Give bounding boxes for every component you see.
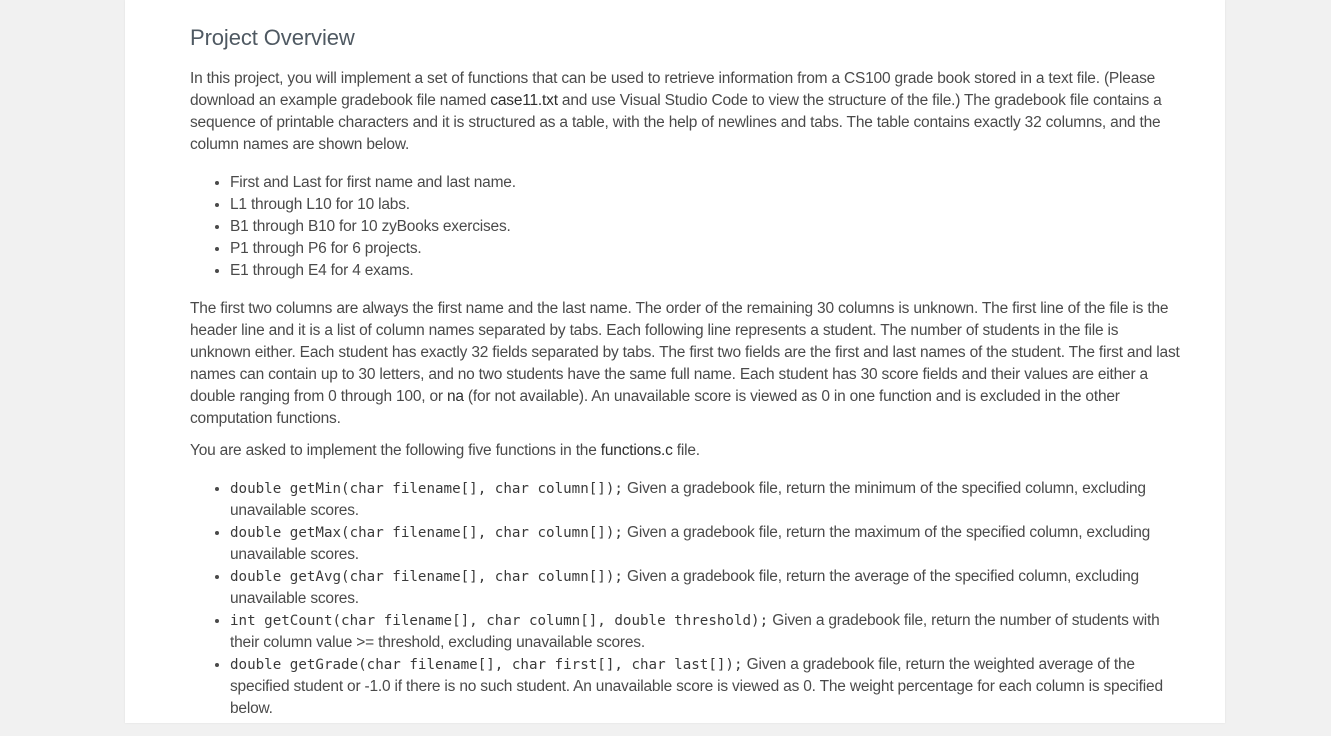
list-item: • First and Last for first name and last name. <box>230 172 1180 194</box>
list-item: • E1 through E4 for 4 exams. <box>230 260 1180 282</box>
function-signature: double getMin(char filename[], char column[]); <box>230 481 623 497</box>
document-page <box>125 0 1225 723</box>
function-signature: double getMax(char filename[], char column[]); <box>230 525 623 541</box>
function-signature: int getCount(char filename[], char column[], double threshold); <box>230 613 769 629</box>
function-item-getavg <box>230 566 1180 610</box>
functions-file-name: functions.c <box>600 442 673 459</box>
task-text-1: You are asked to implement the following five functions in the <box>190 442 601 459</box>
function-signature: double getAvg(char filename[], char column[]); <box>230 569 623 585</box>
document-content <box>190 0 1180 736</box>
intro-text-1: In this project, you will implement a set of functions that can be used to retrieve information from a CS100 grade book stored in a text file. (Please download an example gradebook file named <box>190 70 1156 109</box>
function-item-getgrade <box>230 654 1180 720</box>
task-paragraph <box>190 440 1180 462</box>
function-item-getcount <box>230 610 1180 654</box>
list-item: • P1 through P6 for 6 projects. <box>230 238 1180 260</box>
details-paragraph <box>190 298 1180 430</box>
details-text-2: (for not available). An unavailable score is viewed as 0 in one function and is excluded in the other computation functions. <box>190 388 1120 427</box>
page-title: Project Overview <box>190 25 355 50</box>
function-description: Given a gradebook file, return the maximum of the specified column, excluding unavailable scores. <box>230 524 1151 563</box>
example-file-name: case11.txt <box>490 92 558 109</box>
function-item-getmax <box>230 522 1180 566</box>
function-description: Given a gradebook file, return the minimum of the specified column, excluding unavailable scores. <box>230 480 1146 519</box>
function-item-getmin <box>230 478 1180 522</box>
details-text-1: The first two columns are always the first name and the last name. The order of the remaining 30 columns is unknown. The first line of the file is the header line and it is a list of column names separated by tabs. Each following line represents a student. The number of students in the file is unknown either. Each student has exactly 32 fields separated by tabs. The first two fields are the first and last names of the student. The first and last names can contain up to 30 letters, and no two students have the same full name. Each student has 30 score fields and their values are either a double ranging from 0 through 100, or <box>190 300 1180 405</box>
function-description: Given a gradebook file, return the number of students with their column value >= threshold, excluding unavailable scores. <box>230 612 1160 651</box>
function-list <box>190 478 1180 720</box>
intro-text-2: and use Visual Studio Code to view the structure of the file.) The gradebook file contains a sequence of printable characters and it is structured as a table, with the help of newlines and tabs. The table contains exactly 32 columns, and the column names are shown below. <box>190 92 1162 153</box>
function-description: Given a gradebook file, return the average of the specified column, excluding unavailable scores. <box>230 568 1139 607</box>
na-term: na <box>446 388 464 405</box>
function-description: Given a gradebook file, return the weighted average of the specified student or -1.0 if there is no such student. An unavailable score is viewed as 0. The weight percentage for each column is specified below. <box>230 656 1163 717</box>
intro-paragraph <box>190 68 1180 156</box>
function-signature: double getGrade(char filename[], char first[], char last[]); <box>230 657 743 673</box>
task-text-2: file. <box>672 442 700 459</box>
column-list <box>190 172 1180 282</box>
list-item: • L1 through L10 for 10 labs. <box>230 194 1180 216</box>
list-item: • B1 through B10 for 10 zyBooks exercises. <box>230 216 1180 238</box>
